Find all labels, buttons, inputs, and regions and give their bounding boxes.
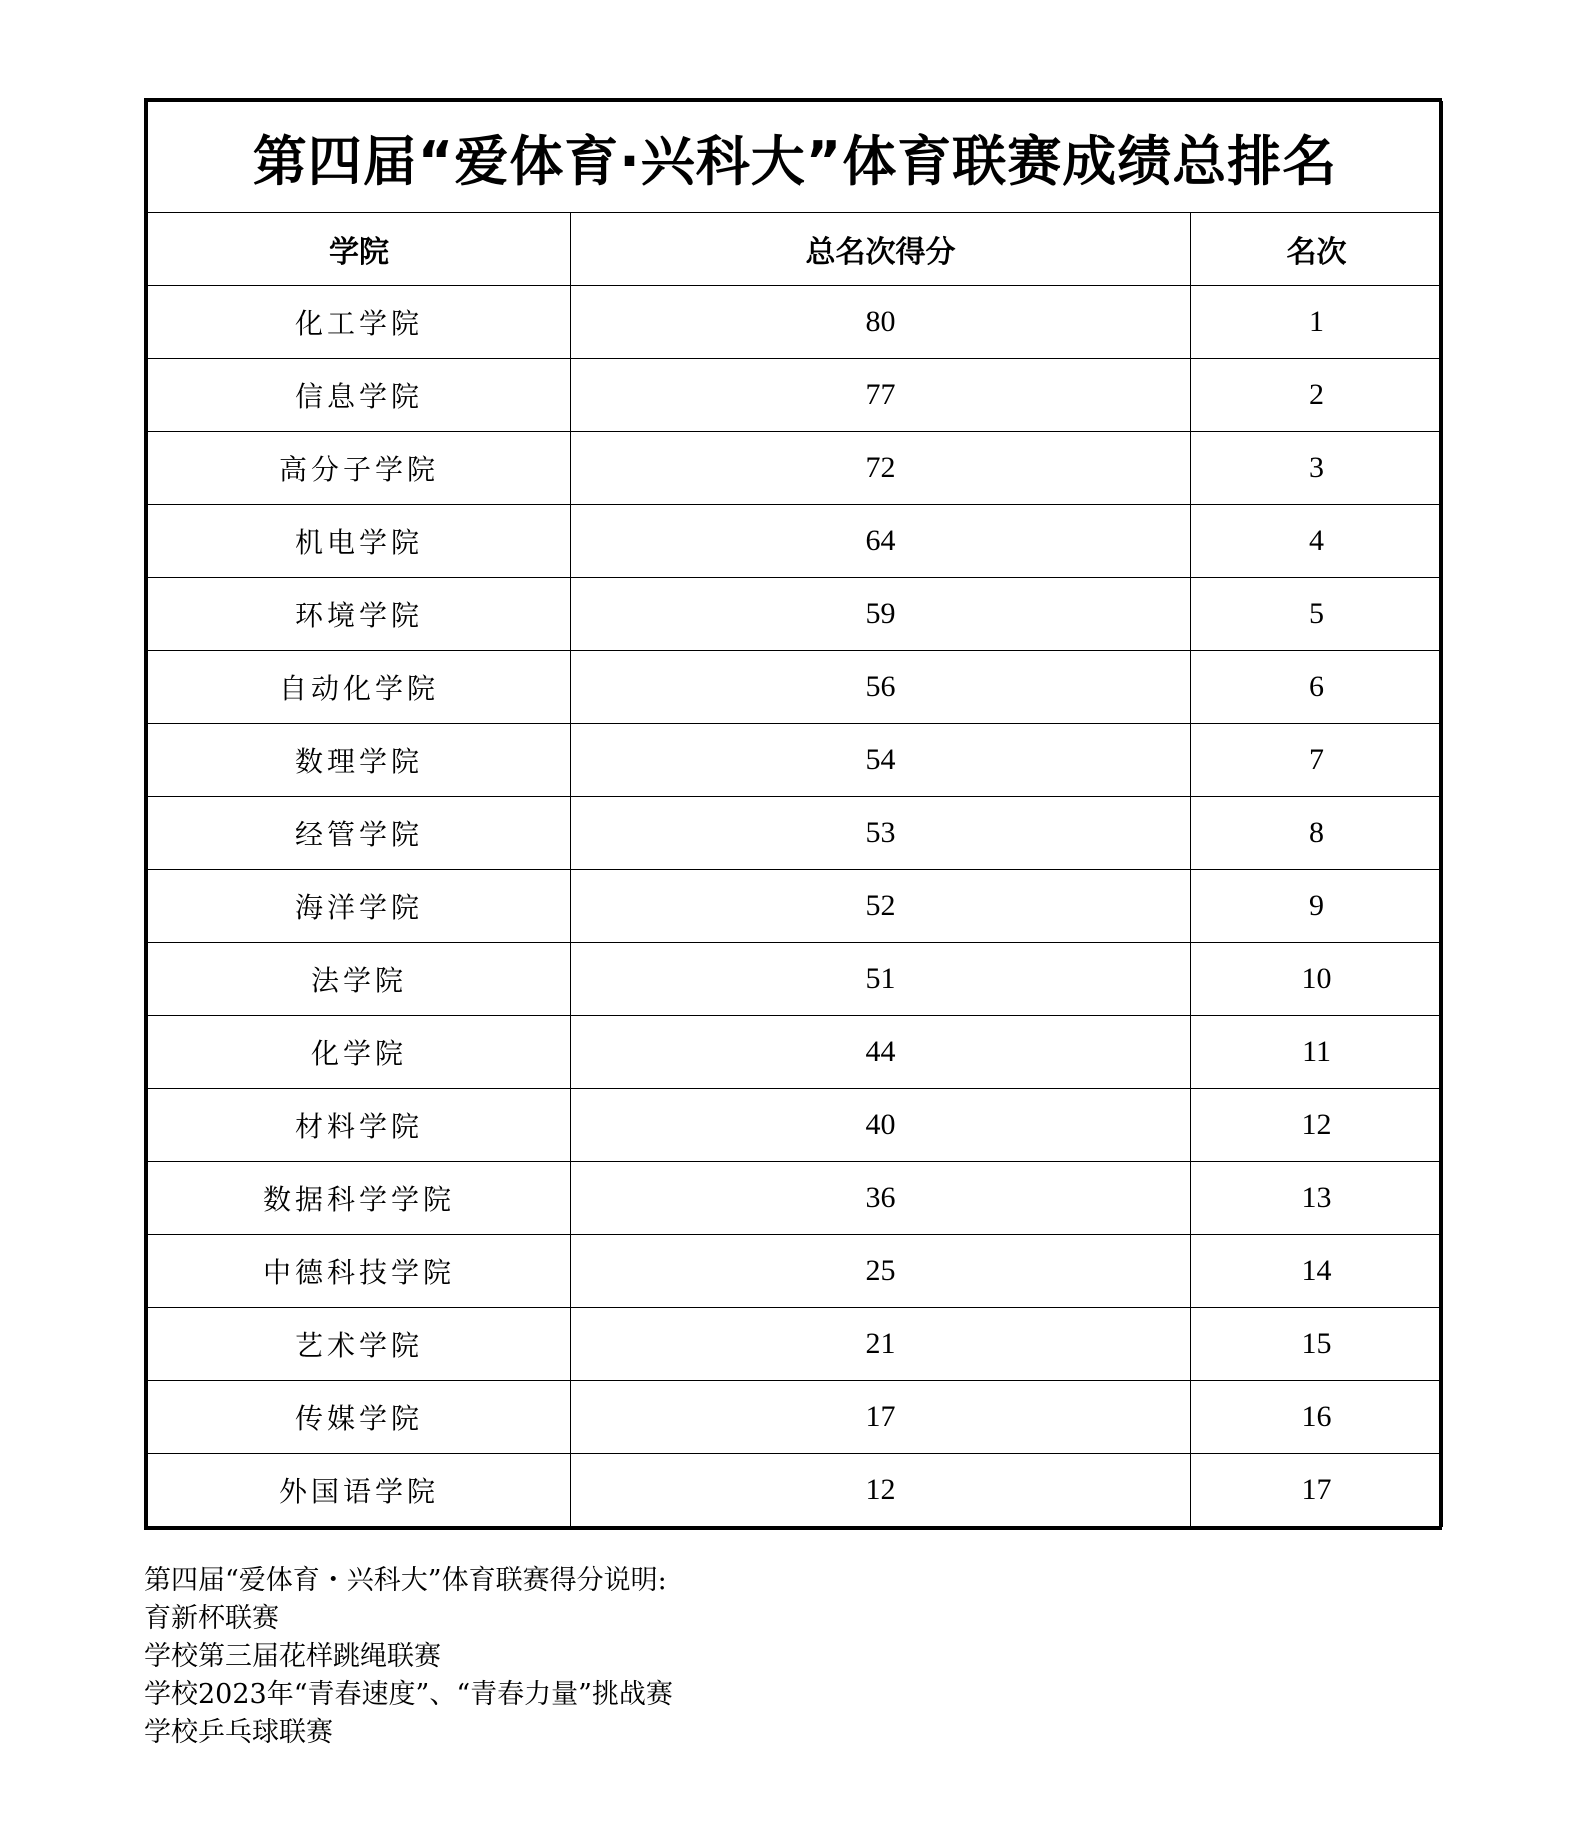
score-cell: 53 xyxy=(571,797,1191,870)
header-row xyxy=(148,213,1443,286)
rank-cell: 1 xyxy=(1191,286,1443,359)
table-body xyxy=(148,286,1443,1527)
college-cell: 外国语学院 xyxy=(148,1454,571,1527)
header-score: 总名次得分 xyxy=(571,213,1191,286)
rank-cell: 6 xyxy=(1191,651,1443,724)
table-title: 第四届“爱体育·兴科大”体育联赛成绩总排名 xyxy=(148,102,1443,213)
header-college: 学院 xyxy=(148,213,571,286)
score-cell: 12 xyxy=(571,1454,1191,1527)
table-row xyxy=(148,651,1443,724)
score-cell: 54 xyxy=(571,724,1191,797)
notes-heading: 第四届“爱体育・兴科大”体育联赛得分说明: xyxy=(144,1565,667,1596)
college-cell: 传媒学院 xyxy=(148,1381,571,1454)
table-row xyxy=(148,943,1443,1016)
rank-cell: 8 xyxy=(1191,797,1443,870)
score-cell: 40 xyxy=(571,1089,1191,1162)
college-cell: 法学院 xyxy=(148,943,571,1016)
scoring-notes xyxy=(144,1562,673,1752)
college-cell: 艺术学院 xyxy=(148,1308,571,1381)
notes-item: 学校第三届花样跳绳联赛 xyxy=(144,1641,441,1672)
score-cell: 36 xyxy=(571,1162,1191,1235)
title-row xyxy=(148,102,1443,213)
college-cell: 环境学院 xyxy=(148,578,571,651)
table-row xyxy=(148,286,1443,359)
table-row xyxy=(148,578,1443,651)
college-cell: 高分子学院 xyxy=(148,432,571,505)
table-row xyxy=(148,724,1443,797)
college-cell: 数理学院 xyxy=(148,724,571,797)
rank-cell: 2 xyxy=(1191,359,1443,432)
college-cell: 中德科技学院 xyxy=(148,1235,571,1308)
college-cell: 海洋学院 xyxy=(148,870,571,943)
rank-cell: 14 xyxy=(1191,1235,1443,1308)
table-row xyxy=(148,1454,1443,1527)
table-row xyxy=(148,359,1443,432)
notes-item: 学校乒乓球联赛 xyxy=(144,1717,333,1748)
table-row xyxy=(148,797,1443,870)
college-cell: 化学院 xyxy=(148,1016,571,1089)
rank-cell: 13 xyxy=(1191,1162,1443,1235)
score-cell: 44 xyxy=(571,1016,1191,1089)
score-cell: 80 xyxy=(571,286,1191,359)
score-cell: 77 xyxy=(571,359,1191,432)
ranking-table xyxy=(147,101,1443,1527)
rank-cell: 5 xyxy=(1191,578,1443,651)
table-row xyxy=(148,1089,1443,1162)
table-row xyxy=(148,505,1443,578)
table-row xyxy=(148,1381,1443,1454)
ranking-table-container xyxy=(144,98,1442,1530)
college-cell: 经管学院 xyxy=(148,797,571,870)
rank-cell: 11 xyxy=(1191,1016,1443,1089)
college-cell: 数据科学学院 xyxy=(148,1162,571,1235)
table-row xyxy=(148,1162,1443,1235)
rank-cell: 3 xyxy=(1191,432,1443,505)
rank-cell: 4 xyxy=(1191,505,1443,578)
score-cell: 17 xyxy=(571,1381,1191,1454)
rank-cell: 15 xyxy=(1191,1308,1443,1381)
table-row xyxy=(148,1308,1443,1381)
college-cell: 信息学院 xyxy=(148,359,571,432)
table-row xyxy=(148,1016,1443,1089)
score-cell: 59 xyxy=(571,578,1191,651)
rank-cell: 9 xyxy=(1191,870,1443,943)
score-cell: 52 xyxy=(571,870,1191,943)
rank-cell: 16 xyxy=(1191,1381,1443,1454)
table-row xyxy=(148,1235,1443,1308)
college-cell: 化工学院 xyxy=(148,286,571,359)
score-cell: 51 xyxy=(571,943,1191,1016)
rank-cell: 10 xyxy=(1191,943,1443,1016)
score-cell: 56 xyxy=(571,651,1191,724)
college-cell: 自动化学院 xyxy=(148,651,571,724)
college-cell: 材料学院 xyxy=(148,1089,571,1162)
header-rank: 名次 xyxy=(1191,213,1443,286)
notes-item: 学校2023年“青春速度”、“青春力量”挑战赛 xyxy=(144,1679,673,1710)
college-cell: 机电学院 xyxy=(148,505,571,578)
table-row xyxy=(148,432,1443,505)
score-cell: 72 xyxy=(571,432,1191,505)
score-cell: 21 xyxy=(571,1308,1191,1381)
rank-cell: 7 xyxy=(1191,724,1443,797)
notes-item: 育新杯联赛 xyxy=(144,1603,279,1634)
rank-cell: 17 xyxy=(1191,1454,1443,1527)
rank-cell: 12 xyxy=(1191,1089,1443,1162)
table-row xyxy=(148,870,1443,943)
score-cell: 64 xyxy=(571,505,1191,578)
score-cell: 25 xyxy=(571,1235,1191,1308)
